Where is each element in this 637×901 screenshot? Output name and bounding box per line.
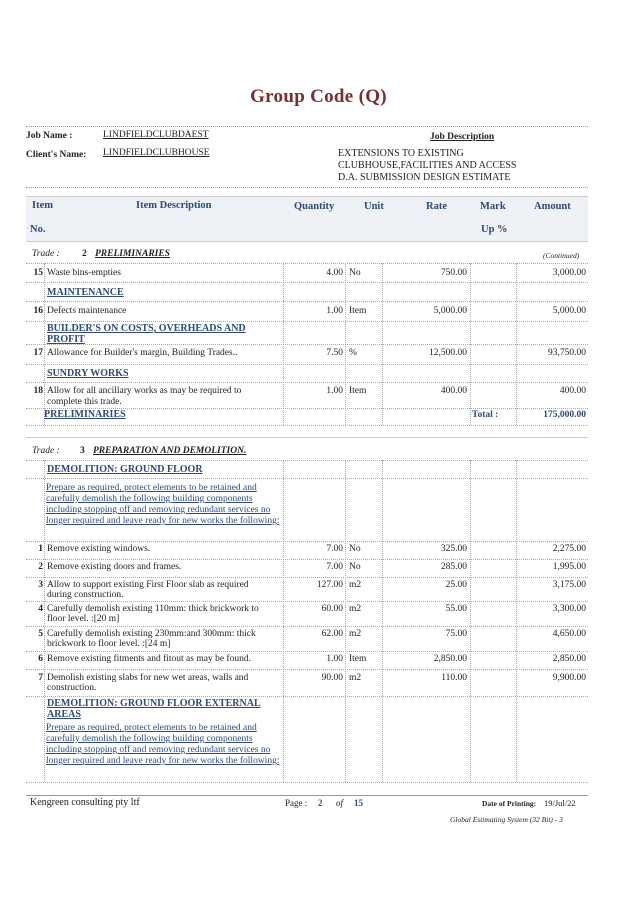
item-description: Carefully demolish existing 110mm: thick brickwork to	[47, 604, 259, 614]
item-description: brickwork to floor level. :[24 m]	[47, 639, 171, 649]
item-description: Allow for all ancillary works as may be required to	[47, 386, 242, 396]
item-rate: 2,850.00	[433, 654, 467, 664]
item-description: Remove existing windows.	[47, 544, 151, 554]
item-quantity: 7.00	[326, 544, 343, 554]
item-amount: 4,650.00	[552, 629, 586, 639]
item-description: complete this trade.	[47, 397, 122, 407]
item-description: Demolish existing slabs for new wet areas, walls and	[47, 673, 249, 683]
job-description-line: EXTENSIONS TO EXISTING	[338, 148, 464, 159]
item-no: 7	[38, 673, 43, 683]
item-unit: m2	[349, 673, 362, 683]
item-rate: 325.00	[440, 544, 467, 554]
item-description: during construction.	[47, 590, 124, 600]
section-heading: MAINTENANCE	[47, 287, 124, 298]
item-amount: 5,000.00	[552, 306, 586, 316]
trade-name: PREPARATION AND DEMOLITION.	[93, 446, 247, 456]
page-title: Group Code (Q)	[250, 86, 387, 107]
company-name: Kengreen consulting pty ltf	[30, 797, 140, 808]
item-description: Remove existing fitments and fitout as may be found.	[47, 654, 251, 664]
section-heading: DEMOLITION: GROUND FLOOR EXTERNAL AREAS	[47, 698, 261, 720]
item-unit: Item	[349, 654, 367, 664]
item-description: Remove existing doors and frames.	[47, 562, 182, 572]
page-total: 15	[354, 798, 363, 808]
page-of-label: of	[336, 798, 344, 808]
item-quantity: 1.00	[326, 386, 343, 396]
trade-name: PRELIMINARIES	[95, 249, 170, 259]
trade-number: 3	[80, 446, 85, 456]
item-unit: m2	[349, 580, 362, 590]
item-description: Waste bins-empties	[47, 268, 121, 278]
section-note: Prepare as required, protect elements to be retained and carefully demolish the following building components including stopping off and removing redundant services no longer required and leave ready for new works the following:	[46, 483, 280, 526]
item-amount: 9,900.00	[552, 673, 586, 683]
continued-note: (Continued)	[543, 251, 580, 260]
item-description: Allow to support existing First Floor slab as required	[47, 580, 249, 590]
item-amount: 3,000.00	[552, 268, 586, 278]
item-unit: Item	[349, 386, 367, 396]
item-no: 17	[33, 348, 43, 358]
job-name-value: LINDFIELDCLUBDAEST	[103, 130, 209, 140]
trade-number: 2	[82, 249, 87, 259]
print-date: 19/Jul/22	[544, 798, 576, 808]
item-quantity: 60.00	[321, 604, 343, 614]
page-label: Page :	[285, 798, 308, 808]
item-quantity: 4.00	[326, 268, 343, 278]
item-quantity: 1.00	[326, 654, 343, 664]
col-quantity: Quantity	[294, 201, 335, 212]
job-name-label: Job Name :	[26, 131, 73, 141]
item-description: Allowance for Builder's margin, Building Trades..	[47, 348, 238, 358]
item-rate: 75.00	[445, 629, 467, 639]
item-no: 6	[38, 654, 43, 664]
section-note: Prepare as required, protect elements to be retained and carefully demolish the following building components including stopping off and removing redundant services no longer required and leave ready for new works the following:	[46, 723, 280, 766]
column-header-bar	[26, 196, 588, 242]
trade-label: Trade :	[32, 249, 60, 259]
item-description: Carefully demolish existing 230mm:and 300mm: thick	[47, 629, 256, 639]
item-rate: 750.00	[440, 268, 467, 278]
item-quantity: 90.00	[321, 673, 343, 683]
col-description: Item Description	[136, 200, 212, 211]
section-heading: BUILDER'S ON COSTS, OVERHEADS AND PROFIT	[47, 323, 246, 345]
item-description: construction.	[47, 683, 97, 693]
item-no: 18	[33, 386, 43, 396]
job-description-label: Job Description	[430, 132, 495, 142]
item-unit: No	[349, 268, 361, 278]
page-number: 2	[318, 798, 323, 808]
item-description: Defects maintenance	[47, 306, 127, 316]
client-name-label: Client's Name:	[26, 150, 87, 160]
item-no: 16	[33, 306, 43, 316]
col-no: No.	[30, 224, 46, 235]
item-rate: 110.00	[441, 673, 467, 683]
system-name: Global Estimating System (32 Bit) - 3	[450, 815, 563, 824]
trade-label: Trade :	[32, 446, 60, 456]
section-heading: SUNDRY WORKS	[47, 368, 129, 379]
print-date-label: Date of Printing:	[482, 799, 537, 808]
item-amount: 2,275.00	[552, 544, 586, 554]
trade-total-name: PRELIMINARIES	[44, 409, 126, 420]
item-amount: 93,750.00	[548, 348, 586, 358]
item-no: 1	[38, 544, 43, 554]
item-no: 4	[38, 604, 43, 614]
item-unit: m2	[349, 629, 362, 639]
col-mark: Mark	[480, 201, 506, 212]
col-amount: Amount	[534, 201, 571, 212]
item-amount: 3,175.00	[552, 580, 586, 590]
item-quantity: 127.00	[316, 580, 343, 590]
item-unit: No	[349, 544, 361, 554]
item-rate: 285.00	[440, 562, 467, 572]
item-rate: 12,500.00	[429, 348, 467, 358]
item-quantity: 7.00	[326, 562, 343, 572]
item-unit: %	[349, 348, 357, 358]
item-rate: 25.00	[445, 580, 467, 590]
section-heading: DEMOLITION: GROUND FLOOR	[47, 464, 203, 475]
item-description: floor level. :[20 m]	[47, 614, 120, 624]
item-unit: No	[349, 562, 361, 572]
item-amount: 1,995.00	[552, 562, 586, 572]
item-quantity: 7.50	[326, 348, 343, 358]
col-unit: Unit	[364, 201, 384, 212]
item-quantity: 1.00	[326, 306, 343, 316]
job-description-line: CLUBHOUSE,FACILITIES AND ACCESS	[338, 160, 517, 171]
item-amount: 3,300.00	[552, 604, 586, 614]
item-rate: 5,000.00	[433, 306, 467, 316]
job-description-line: D.A. SUBMISSION DESIGN ESTIMATE	[338, 172, 511, 183]
col-markup: Up %	[481, 224, 508, 235]
item-no: 2	[38, 562, 43, 572]
col-rate: Rate	[426, 201, 447, 212]
item-unit: m2	[349, 604, 362, 614]
item-rate: 55.00	[445, 604, 467, 614]
item-unit: Item	[349, 306, 367, 316]
client-name-value: LINDFIELDCLUBHOUSE	[103, 148, 210, 158]
item-amount: 2,850.00	[552, 654, 586, 664]
item-quantity: 62.00	[321, 629, 343, 639]
item-no: 15	[33, 268, 43, 278]
item-no: 3	[38, 580, 43, 590]
col-item: Item	[32, 200, 53, 211]
item-no: 5	[38, 629, 43, 639]
trade-total: 175,000.00	[543, 410, 586, 420]
item-amount: 400.00	[559, 386, 586, 396]
item-rate: 400.00	[440, 386, 467, 396]
total-label: Total :	[472, 410, 499, 420]
